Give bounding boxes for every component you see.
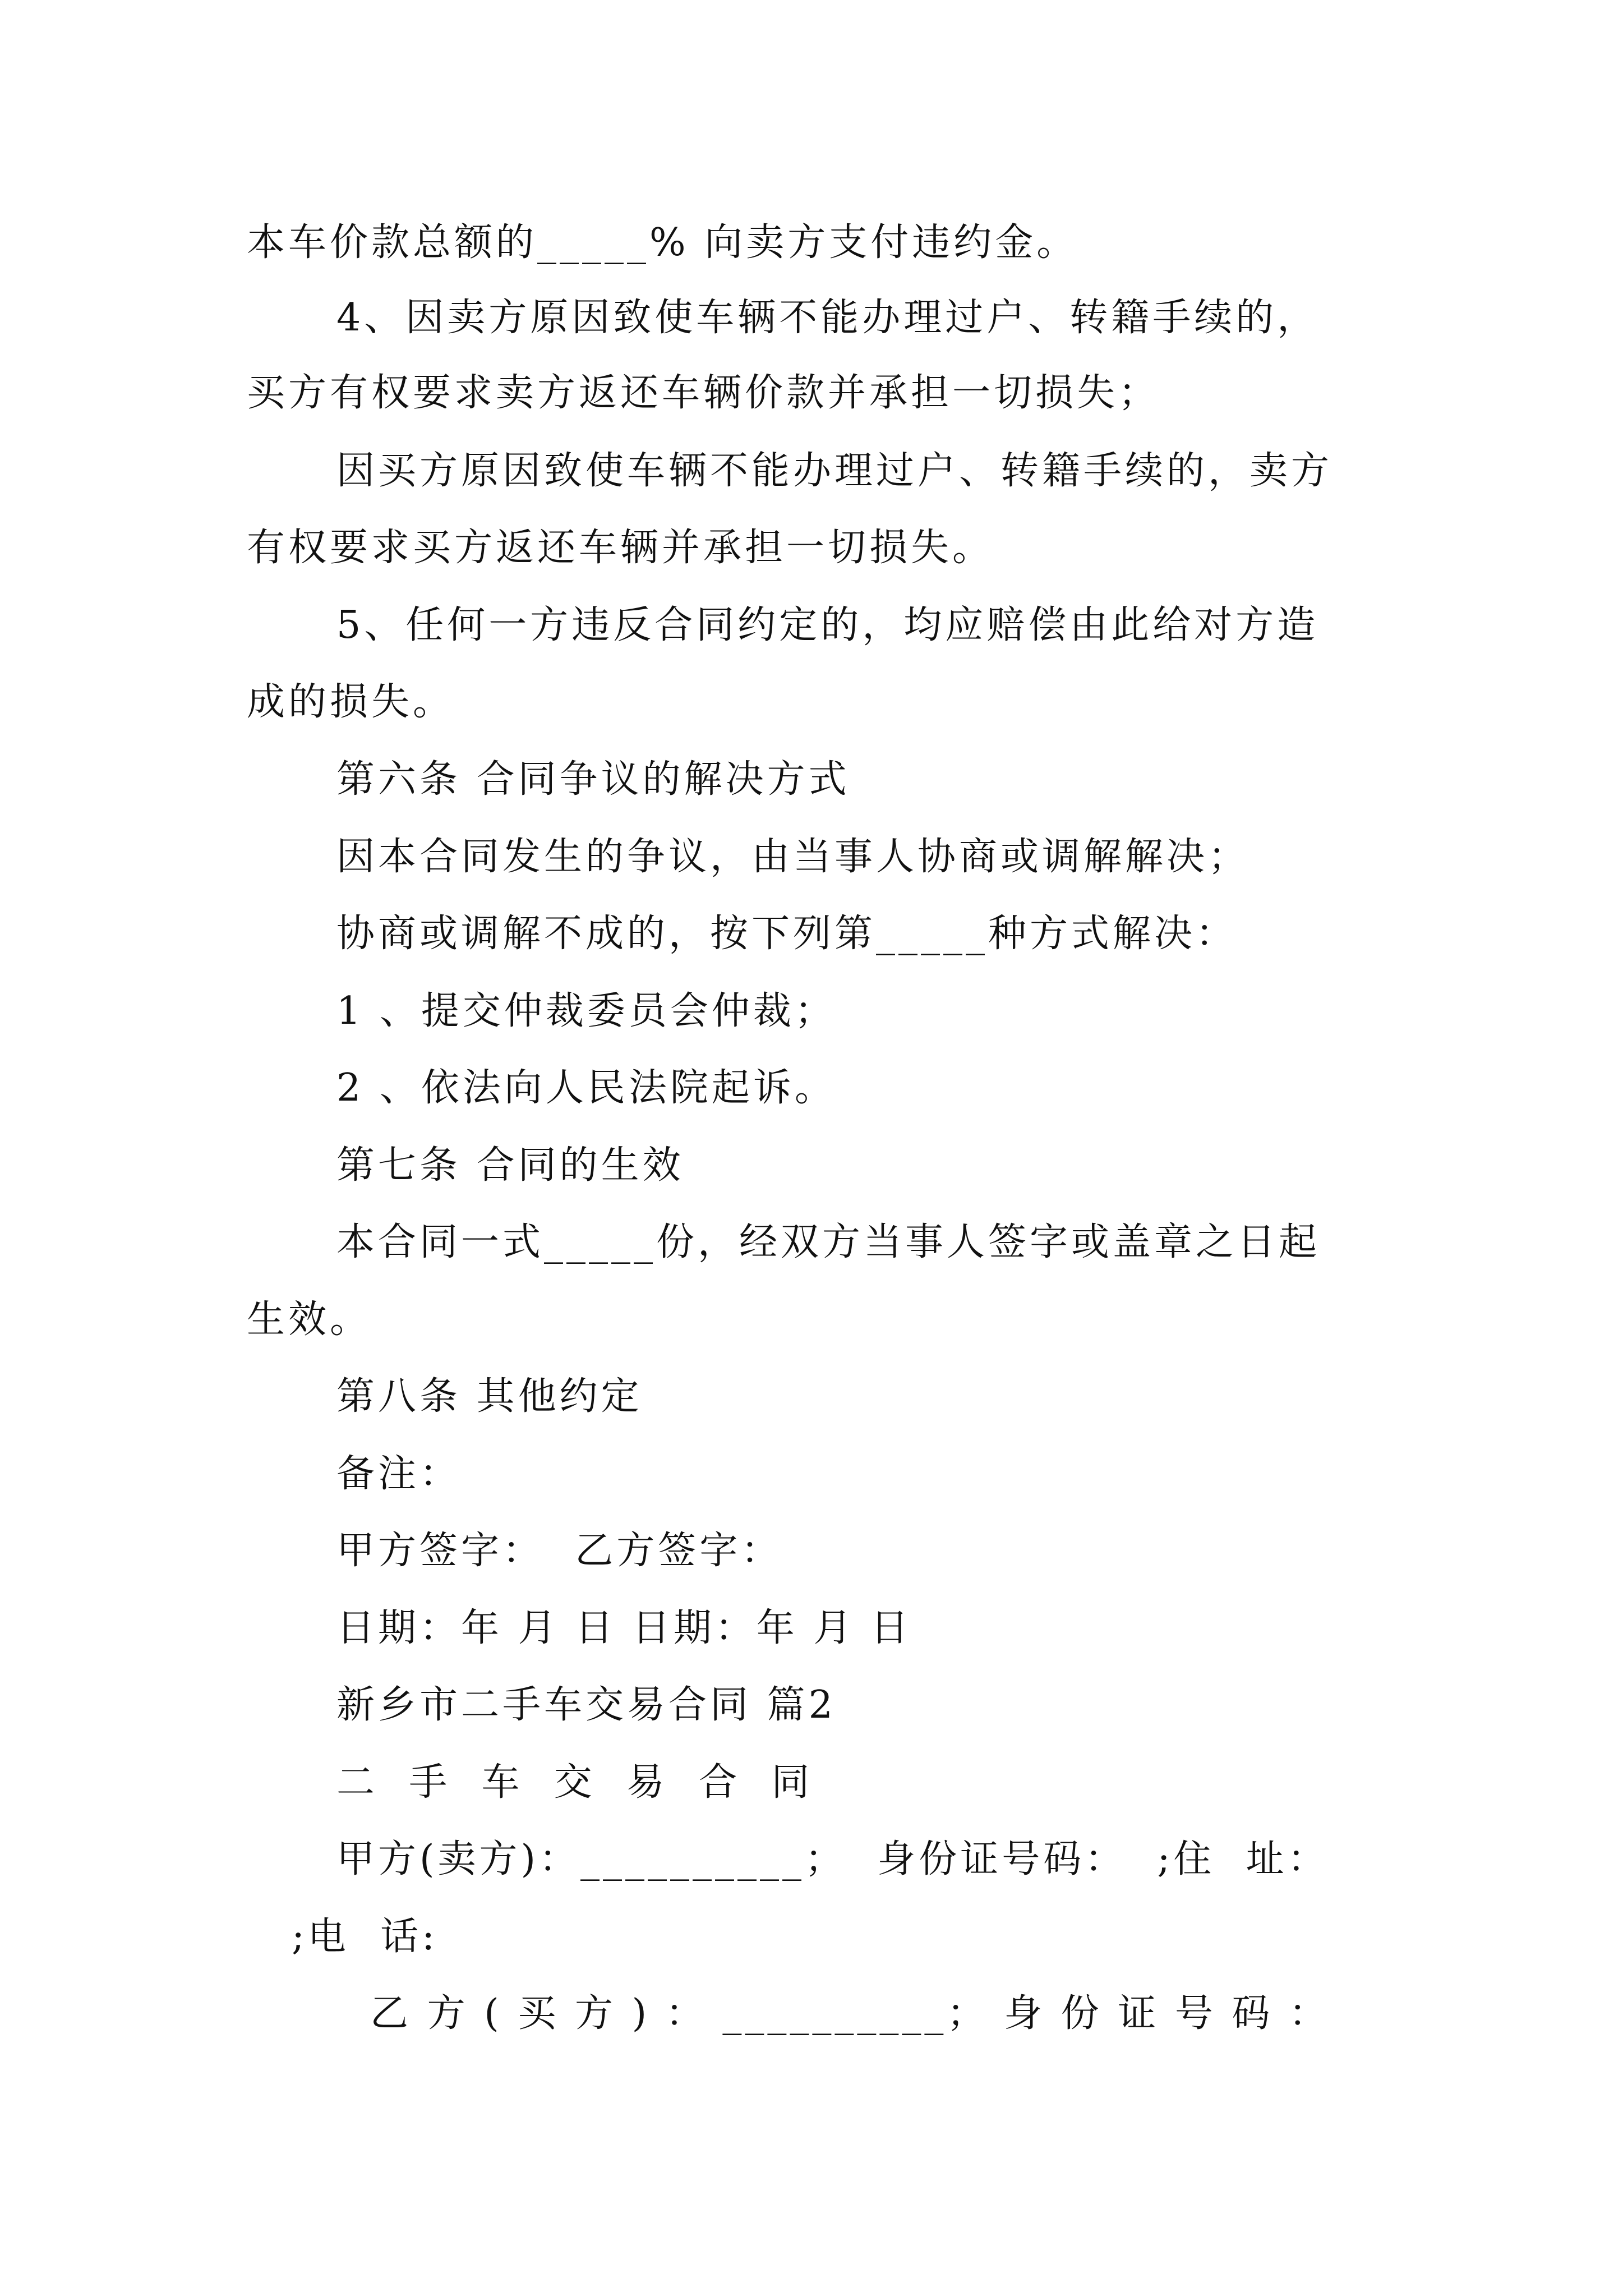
paragraph-line: 成的损失。 <box>247 680 455 724</box>
party-b-line: 乙 方 ( 买 方 ) ： __________； 身 份 证 号 码 ： <box>370 1991 1331 2036</box>
party-a-line: 甲方(卖方)：__________； 身份证号码： ;住 址： <box>336 1837 1329 1881</box>
paragraph-line: 有权要求买方返还车辆并承担一切损失。 <box>247 526 994 570</box>
paragraph-line: 买方有权要求卖方返还车辆价款并承担一切损失； <box>247 371 1160 415</box>
list-item: 2 、依法向人民法院起诉。 <box>336 1066 836 1110</box>
paragraph-line: 因本合同发生的争议，由当事人协商或调解解决； <box>336 835 1250 879</box>
section-heading: 第七条 合同的生效 <box>336 1143 684 1188</box>
paragraph-line: 5、任何一方违反合同约定的，均应赔偿由此给对方造 <box>336 603 1319 647</box>
paragraph-line: 4、因卖方原因致使车辆不能办理过户、转籍手续的， <box>336 296 1319 340</box>
contract-title: 二 手 车 交 易 合 同 <box>336 1760 813 1805</box>
paragraph-line: 备注： <box>336 1452 462 1496</box>
paragraph-line: 本车价款总额的_____% 向卖方支付违约金。 <box>247 220 1078 265</box>
list-item: 1 、提交仲裁委员会仲裁； <box>336 989 836 1033</box>
section-heading: 第六条 合同争议的解决方式 <box>336 757 850 802</box>
paragraph-line: 生效。 <box>247 1297 372 1342</box>
paragraph-line: 本合同一式_____份，经双方当事人签字或盖章之日起 <box>336 1220 1321 1264</box>
date-line: 日期：年 月 日 日期：年 月 日 <box>336 1606 912 1650</box>
signature-line: 甲方签字： 乙方签字： <box>336 1529 783 1573</box>
paragraph-line: 因买方原因致使车辆不能办理过户、转籍手续的，卖方 <box>336 449 1333 493</box>
party-a-phone-line: ;电 话: <box>292 1915 439 1959</box>
paragraph-line: 协商或调解不成的，按下列第_____种方式解决： <box>336 912 1238 956</box>
section-heading: 第八条 其他约定 <box>336 1374 643 1419</box>
document-heading: 新乡市二手车交易合同 篇2 <box>336 1683 836 1727</box>
